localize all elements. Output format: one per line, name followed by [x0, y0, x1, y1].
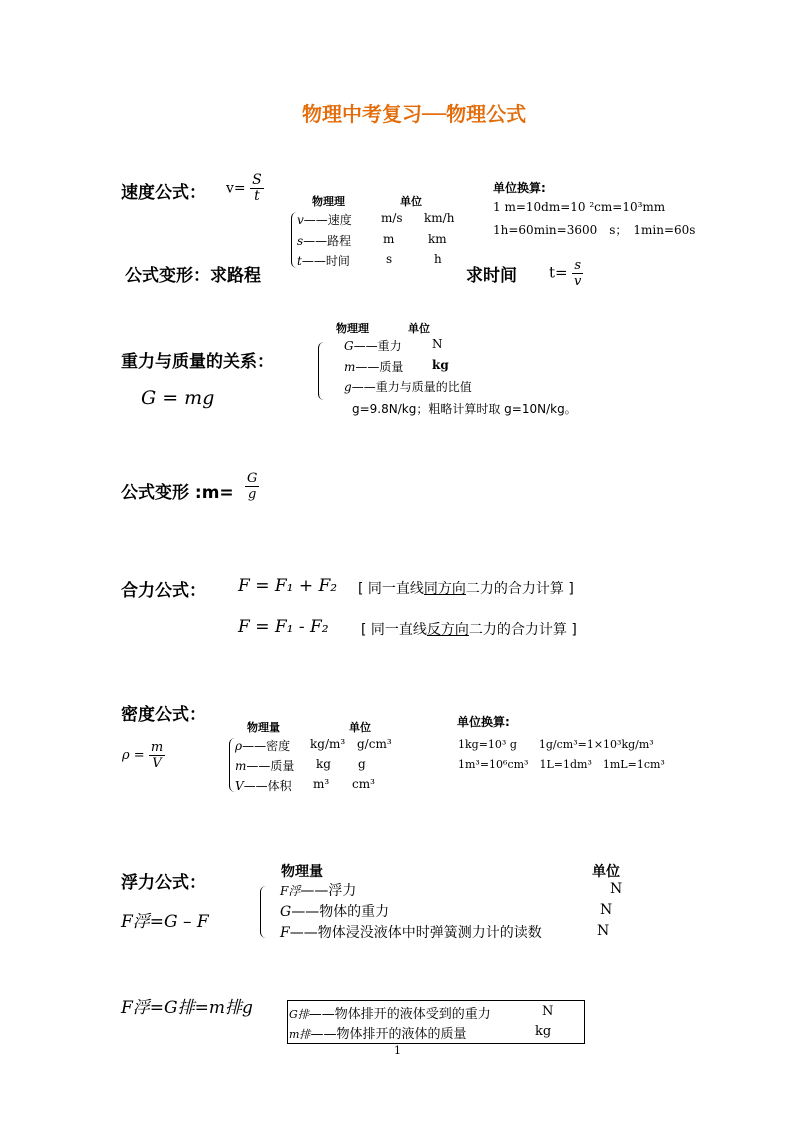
gravity-row-unit: N: [432, 337, 443, 351]
resultant-formula-same: F = F₁ + F₂: [238, 576, 338, 596]
density-formula-denominator: V: [152, 756, 162, 771]
density-col-quantity: 物理量: [247, 721, 280, 734]
gravity-col-quantity: 物理理: [336, 322, 369, 335]
archimedes-formula: F浮=G排=m排g: [121, 998, 253, 1018]
speed-col-unit: 单位: [400, 195, 422, 208]
gravity-row-name: ——质量: [355, 360, 404, 374]
speed-formula-lhs: v=: [226, 180, 246, 197]
buoyancy-row-unit: N: [600, 902, 613, 918]
speed-variant-time-lhs: t=: [549, 263, 568, 282]
buoyancy-row-unit: N: [597, 923, 610, 939]
buoyancy-label: 浮力公式：: [121, 873, 206, 893]
gravity-variant-denominator: g: [248, 487, 257, 502]
gravity-brace: [318, 342, 327, 400]
speed-row-unit1: m/s: [381, 211, 403, 225]
buoyancy-col-unit: 单位: [592, 864, 620, 880]
speed-row-symbol: t: [297, 254, 302, 268]
density-row: [235, 757, 294, 774]
gravity-row-symbol: m: [344, 360, 356, 374]
density-row-symbol: ρ: [235, 739, 243, 753]
density-row-unit1: kg: [316, 757, 331, 771]
gravity-row-unit: kg: [432, 358, 449, 372]
gravity-variant-fraction: [245, 471, 259, 502]
resultant-note-opposite-post: 二力的合力计算 ]: [468, 622, 577, 638]
buoyancy-row: [280, 880, 356, 900]
density-row-name: ——质量: [246, 759, 295, 773]
density-row-name: ——体积: [243, 779, 292, 793]
gravity-label: 重力与质量的关系：: [121, 352, 274, 372]
archimedes-row: [289, 1003, 491, 1022]
buoyancy-col-quantity: 物理量: [281, 864, 323, 880]
speed-formula-numerator: S: [252, 172, 262, 188]
speed-row-symbol: s: [297, 234, 304, 248]
density-row-unit2: g: [358, 757, 366, 771]
speed-row-name: ——路程: [303, 234, 352, 248]
density-row: [235, 737, 290, 754]
gravity-note: g=9.8N/kg；粗略计算时取 g=10N/kg。: [352, 402, 577, 416]
density-row-symbol: m: [235, 759, 247, 773]
buoyancy-row-symbol: G: [280, 904, 292, 920]
buoyancy-row-unit: N: [610, 881, 623, 897]
buoyancy-row-symbol: F浮: [280, 884, 301, 898]
resultant-note-opposite-pre: [ 同一直线: [361, 622, 427, 638]
buoyancy-row-name: ——物体浸没液体中时弹簧测力计的读数: [289, 925, 542, 941]
resultant-note-same-pre: [ 同一直线: [358, 581, 424, 597]
buoyancy-formula: F浮=G – F: [121, 912, 209, 932]
buoyancy-row-name: ——浮力: [300, 883, 357, 899]
gravity-row: [344, 378, 472, 395]
density-row-unit2: g/cm³: [357, 737, 392, 751]
buoyancy-row-name: ——物体的重力: [291, 904, 390, 920]
page-title: 物理中考复习──物理公式: [302, 102, 527, 126]
resultant-note-same-direction: 同方向: [423, 581, 466, 597]
density-row-unit2: cm³: [352, 777, 375, 791]
density-row-unit1: m³: [313, 777, 330, 791]
density-row-name: ——密度: [242, 739, 291, 753]
speed-row: [297, 252, 350, 269]
buoyancy-brace: [260, 886, 269, 938]
speed-formula-denominator: t: [254, 188, 260, 204]
resultant-label: 合力公式：: [121, 581, 206, 601]
speed-variant-time-formula: [549, 258, 583, 289]
density-row-symbol: V: [235, 779, 244, 793]
speed-label: 速度公式：: [121, 183, 206, 203]
speed-variant-time-label: 求时间: [466, 266, 517, 286]
speed-row-name: ——时间: [301, 254, 350, 268]
speed-row-symbol: v: [297, 213, 304, 227]
buoyancy-row-symbol: F: [280, 925, 290, 941]
buoyancy-row: [280, 901, 389, 921]
resultant-note-same-post: 二力的合力计算 ]: [465, 581, 574, 597]
speed-row-unit2: h: [434, 252, 442, 266]
gravity-row: [344, 337, 402, 354]
gravity-col-unit: 单位: [408, 322, 430, 335]
gravity-row-name: ——重力与质量的比值: [351, 380, 472, 394]
speed-row-name: ——速度: [303, 213, 352, 227]
density-label: 密度公式：: [121, 705, 206, 725]
speed-col-quantity: 物理理: [312, 195, 345, 208]
speed-variant-time-denominator: v: [574, 274, 582, 289]
density-formula-lhs: ρ =: [122, 748, 145, 763]
density-conversion-2: 1m³=10⁶cm³ 1L=1dm³ 1mL=1cm³: [458, 758, 665, 771]
gravity-variant-label: 公式变形 :m=: [121, 483, 234, 503]
density-formula: [122, 740, 165, 771]
archimedes-row: [289, 1023, 466, 1042]
density-conversion-title: 单位换算:: [457, 715, 510, 729]
archimedes-row-symbol: m排: [289, 1028, 311, 1041]
speed-conversion-2: 1h=60min=3600 s； 1min=60s: [493, 223, 696, 237]
archimedes-row-unit: kg: [535, 1024, 552, 1039]
archimedes-row-name: ——物体排开的液体的质量: [310, 1027, 467, 1042]
density-conversion-1: 1kg=10³ g 1g/cm³=1×10³kg/m³: [458, 738, 654, 751]
buoyancy-row: [280, 922, 542, 942]
density-formula-numerator: m: [150, 740, 164, 755]
speed-variant-time-numerator: s: [574, 258, 582, 273]
density-row: [235, 777, 292, 794]
resultant-formula-opposite: F = F₁ - F₂: [238, 617, 329, 637]
speed-row: [297, 211, 352, 228]
archimedes-row-unit: N: [542, 1004, 554, 1019]
density-col-unit: 单位: [349, 721, 371, 734]
archimedes-row-symbol: G排: [289, 1008, 309, 1021]
gravity-formula: G = mg: [141, 387, 215, 409]
gravity-row-name: ——重力: [353, 339, 402, 353]
speed-formula: [226, 173, 264, 204]
resultant-note-same: [358, 578, 574, 598]
resultant-note-opposite-direction: 反方向: [426, 622, 469, 638]
gravity-variant-numerator: G: [247, 471, 258, 486]
gravity-row: [344, 358, 403, 375]
speed-row-unit2: km: [428, 232, 447, 246]
gravity-row-symbol: g: [344, 380, 352, 394]
speed-variant-label: 公式变形：求路程: [125, 266, 261, 286]
speed-row-unit1: m: [383, 232, 395, 246]
density-row-unit1: kg/m³: [310, 737, 346, 751]
speed-row: [297, 232, 351, 249]
speed-row-unit1: s: [386, 252, 393, 266]
resultant-note-opposite: [361, 619, 577, 639]
speed-conversion-1: 1 m=10dm=10 ²cm=10³mm: [493, 200, 666, 214]
archimedes-row-name: ——物体排开的液体受到的重力: [308, 1007, 491, 1022]
page-number: 1: [394, 1044, 401, 1057]
gravity-row-symbol: G: [344, 339, 354, 353]
speed-row-unit2: km/h: [424, 211, 455, 225]
speed-conversion-title: 单位换算:: [493, 181, 546, 195]
